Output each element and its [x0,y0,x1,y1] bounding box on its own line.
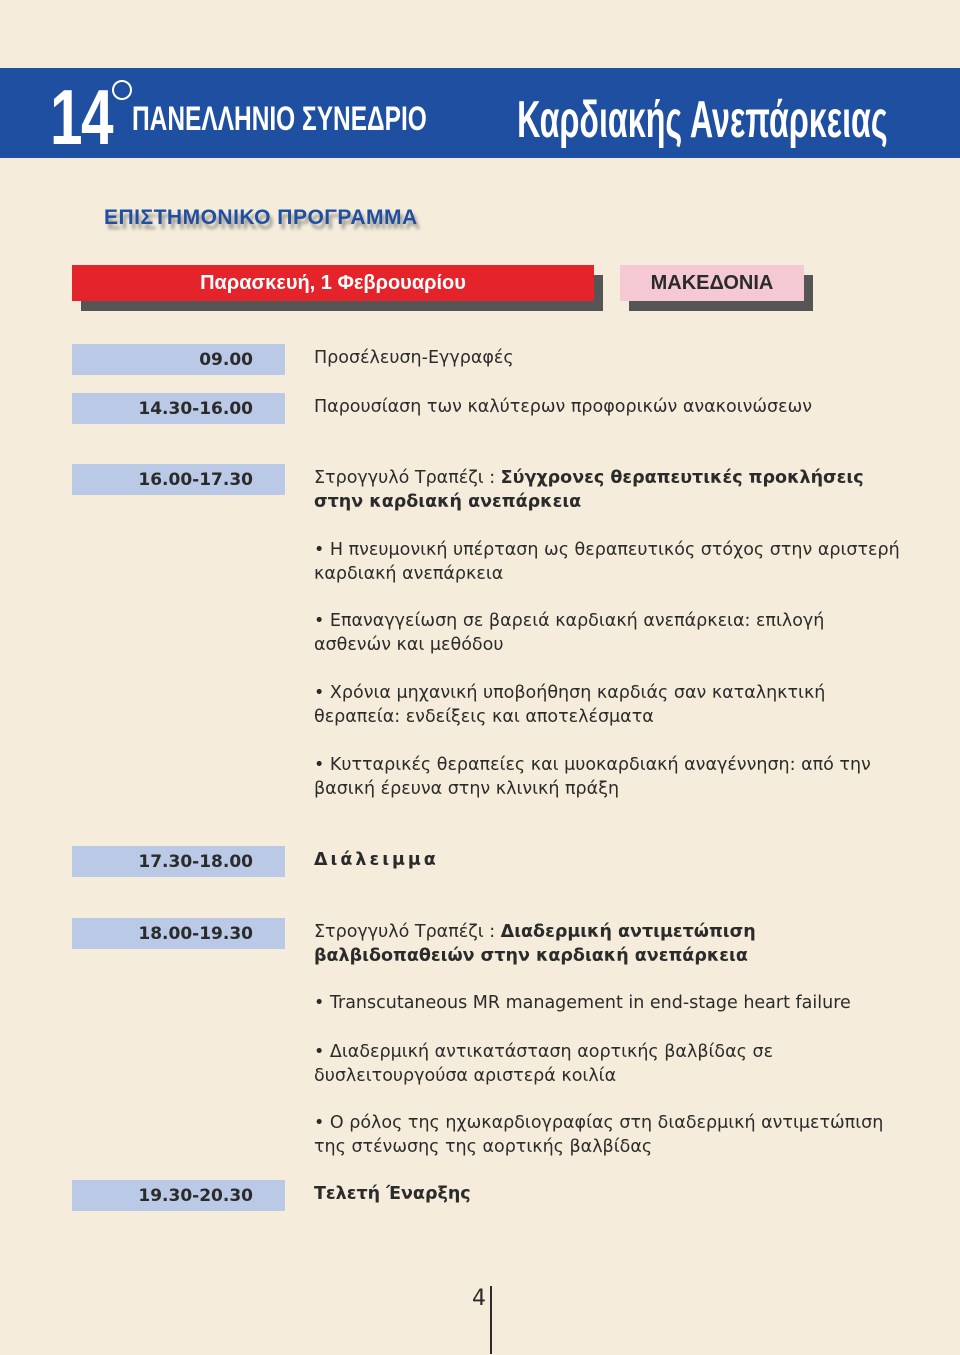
round-table-title: Διαδερμική αντιμετώπιση βαλβιδοπαθειών στην καρδιακή ανεπάρκεια [314,922,756,966]
list-item: • Ο ρόλος της ηχωκαρδιογραφίας στη διαδερμική αντιμετώπιση της στένωσης της αορτικής βαλβίδας [314,1113,884,1157]
break-label: Διάλειμμα [314,850,439,870]
session-title [314,920,904,968]
list-item: • Χρόνια μηχανική υποβοήθηση καρδιάς σαν καταληκτική θεραπεία: ενδείξεις και αποτελέσματα [314,683,826,727]
session-time: 19.30-20.30 [72,1180,285,1211]
list-item: • Επαναγγείωση σε βαρειά καρδιακή ανεπάρκεια: επιλογή ασθενών και μεθόδου [314,611,825,655]
page-number: 4 [472,1286,486,1311]
header-banner [0,68,960,161]
day-label: Παρασκευή, 1 Φεβρουαρίου [72,265,594,301]
round-table-title: Σύγχρονες θεραπευτικές προκλήσεις στην καρδιακή ανεπάρκεια [314,468,864,512]
list-item: • Transcutaneous MR management in end-stage heart failure [314,993,851,1013]
page-divider [490,1286,492,1354]
session-time: 14.30-16.00 [72,393,285,424]
session-time: 18.00-19.30 [72,918,285,949]
congress-title: ΠΑΝΕΛΛΗΝΙΟ ΣΥΝΕΔΡΙΟ [132,100,427,138]
room-label: ΜΑΚΕΔΟΝΙΑ [620,265,804,301]
session-time: 16.00-17.30 [72,464,285,495]
ordinal-circle-icon [112,80,132,100]
list-item: • Η πνευμονική υπέρταση ως θεραπευτικός στόχος στην αριστερή καρδιακή ανεπάρκεια [314,540,900,584]
session-title [314,466,904,514]
congress-subtitle: Καρδιακής Ανεπάρκειας [517,91,888,149]
list-item: • Κυτταρικές θεραπείες και μυοκαρδιακή αναγέννηση: από την βασική έρευνα στην κλινική πράξη [314,755,871,799]
session-time: 17.30-18.00 [72,846,285,877]
congress-number: 14 [50,73,113,161]
list-item: • Διαδερμική αντικατάσταση αορτικής βαλβίδας σε δυσλειτουργούσα αριστερά κοιλία [314,1042,774,1086]
session-time: 09.00 [72,344,285,375]
round-table-prefix: Στρογγυλό Τραπέζι : [314,468,501,488]
program-heading: ΕΠΙΣΤΗΜΟΝΙΚΟ ΠΡΟΓΡΑΜΜΑ [104,206,418,229]
session-text: Τελετή Έναρξης [314,1184,471,1204]
session-text: Προσέλευση-Εγγραφές [314,348,514,368]
round-table-prefix: Στρογγυλό Τραπέζι : [314,922,501,942]
session-text: Παρουσίαση των καλύτερων προφορικών ανακοινώσεων [314,397,813,417]
